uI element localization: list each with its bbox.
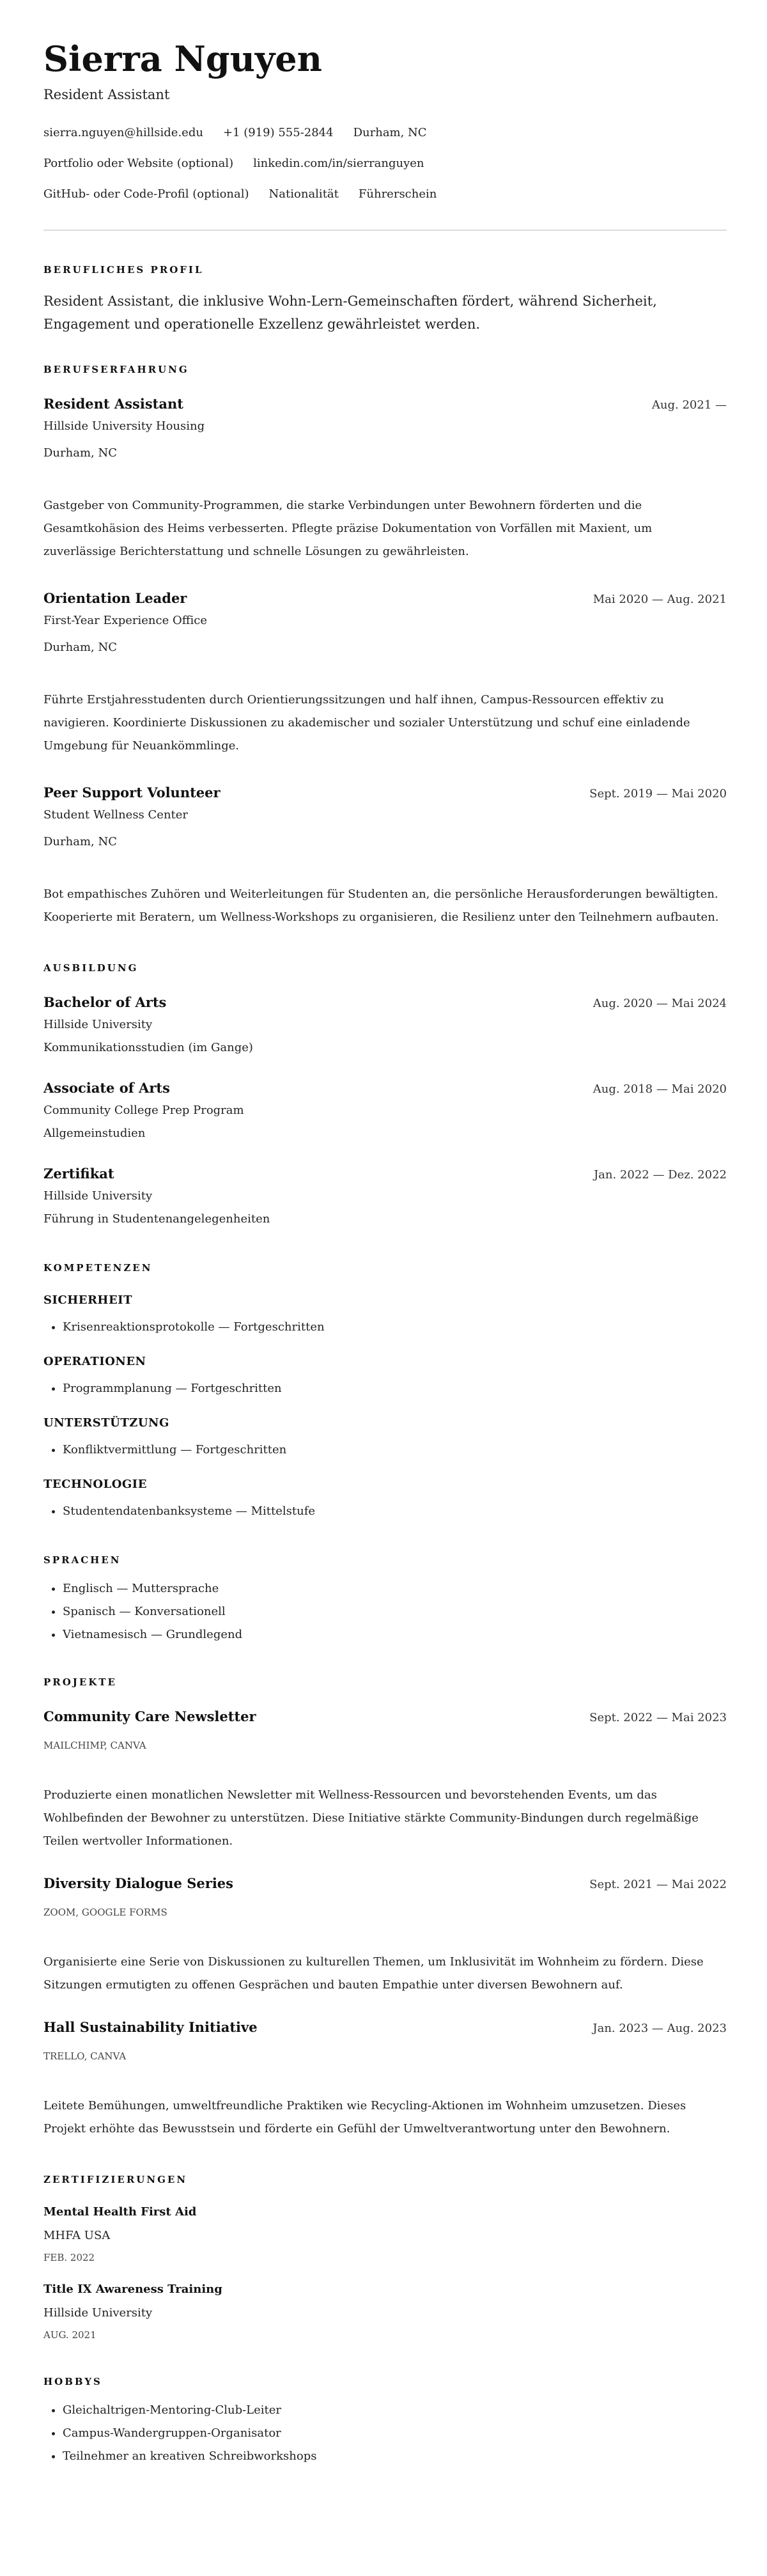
skill-category: SICHERHEIT — [43, 1293, 132, 1307]
employer: Student Wellness Center — [43, 808, 189, 822]
project-tech: ZOOM, GOOGLE FORMS — [43, 1907, 167, 1918]
skill-category: OPERATIONEN — [43, 1355, 146, 1368]
hobbies-list — [43, 2399, 727, 2468]
degree: Bachelor of Arts — [43, 994, 167, 1010]
languages-section — [43, 1554, 727, 1646]
section-heading: ZERTIFIZIERUNGEN — [43, 2174, 188, 2185]
degree: Zertifikat — [43, 1166, 114, 1182]
section-heading: BERUFSERFAHRUNG — [43, 364, 189, 375]
hobby-item: • Gleichaltrigen-Mentoring-Club-Leiter — [63, 2399, 727, 2422]
skill-category: TECHNOLOGIE — [43, 1478, 147, 1491]
education-section — [43, 962, 727, 1229]
github-link[interactable]: GitHub- oder Code-Profil (optional) — [43, 187, 249, 201]
skill-item: • Programmplanung — Fortgeschritten — [63, 1379, 727, 1398]
project-entry — [43, 1707, 727, 1853]
skill-list — [43, 1502, 727, 1521]
job-dates: Sept. 2019 — Mai 2020 — [589, 787, 727, 800]
contact-info — [43, 123, 727, 204]
entry-header — [43, 1874, 727, 1894]
job-dates: Mai 2020 — Aug. 2021 — [593, 593, 727, 606]
section-heading: BERUFLICHES PROFIL — [43, 264, 204, 276]
project-tech: MAILCHIMP, CANVA — [43, 1740, 146, 1751]
education-dates: Aug. 2018 — Mai 2020 — [593, 1082, 727, 1096]
entry-header — [43, 394, 727, 415]
candidate-name: Sierra Nguyen — [43, 38, 322, 79]
contact-row — [43, 154, 727, 173]
skill-item: • Konfliktvermittlung — Fortgeschritten — [63, 1440, 727, 1460]
project-title: Community Care Newsletter — [43, 1708, 256, 1724]
job-title: Peer Support Volunteer — [43, 785, 221, 800]
certifications-section — [43, 2173, 727, 2343]
job-description: Gastgeber von Community-Programmen, die starke Verbindungen unter Bewohnern förderten und die Gesamtkohäsion des Heims verbesserten. Pflegte präzise Dokumentation von Vorfällen mit Maxient, um zuverlässige Berichterstattung und schnelle Lösungen zu gewährleisten. — [43, 499, 653, 558]
education-dates: Jan. 2022 — Dez. 2022 — [593, 1168, 727, 1182]
project-entry — [43, 2018, 727, 2141]
skill-group — [43, 1292, 727, 1337]
skill-list — [43, 1379, 727, 1398]
certification-entry — [43, 2280, 727, 2343]
linkedin-link[interactable]: linkedin.com/in/sierranguyen — [253, 157, 424, 170]
resume-header — [43, 38, 727, 204]
job-description: Bot empathisches Zuhören und Weiterleitungen für Studenten an, die persönliche Herausforderungen bewältigten. Kooperierte mit Beratern, um Wellness-Workshops zu organisieren, die Resilienz unter den Teilnehmern aufbauten. — [43, 887, 719, 924]
employer: First-Year Experience Office — [43, 614, 208, 627]
experience-entry — [43, 394, 727, 563]
certification-title: Mental Health First Aid — [43, 2205, 197, 2219]
email-link[interactable]: sierra.nguyen@hillside.edu — [43, 126, 203, 139]
certification-date: FEB. 2022 — [43, 2252, 95, 2263]
entry-header — [43, 783, 727, 804]
school: Hillside University — [43, 1018, 153, 1031]
languages-list — [43, 1577, 727, 1646]
skill-group — [43, 1415, 727, 1460]
language-item: • Vietnamesisch — Grundlegend — [63, 1623, 727, 1646]
section-heading: PROJEKTE — [43, 1676, 117, 1688]
education-entry — [43, 1164, 727, 1229]
entry-header — [43, 1079, 727, 1099]
field-of-study: Allgemeinstudien — [43, 1127, 146, 1140]
job-location: Durham, NC — [43, 835, 117, 848]
job-location: Durham, NC — [43, 641, 117, 654]
project-entry — [43, 1874, 727, 1997]
skill-list — [43, 1318, 727, 1337]
language-item: • Englisch — Muttersprache — [63, 1577, 727, 1600]
hobby-item: • Teilnehmer an kreativen Schreibworkshops — [63, 2445, 727, 2468]
location: Durham, NC — [353, 126, 427, 139]
education-entry — [43, 993, 727, 1058]
project-tech: TRELLO, CANVA — [43, 2050, 127, 2062]
profile-section — [43, 263, 727, 336]
nationality: Nationalität — [268, 187, 339, 201]
job-dates: Aug. 2021 — — [651, 398, 727, 412]
entry-header — [43, 589, 727, 609]
entry-header — [43, 1164, 727, 1185]
project-dates: Jan. 2023 — Aug. 2023 — [593, 2022, 727, 2035]
contact-row — [43, 185, 727, 204]
field-of-study: Kommunikationsstudien (im Gange) — [43, 1041, 253, 1054]
school: Hillside University — [43, 1189, 153, 1203]
job-title: Orientation Leader — [43, 590, 187, 606]
section-heading: HOBBYS — [43, 2376, 102, 2387]
skills-section — [43, 1261, 727, 1521]
skill-group — [43, 1354, 727, 1398]
skill-item: • Krisenreaktionsprotokolle — Fortgeschritten — [63, 1318, 727, 1337]
job-title: Resident Assistant — [43, 396, 183, 412]
project-description: Produzierte einen monatlichen Newsletter mit Wellness-Ressourcen und bevorstehenden Events, um das Wohlbefinden der Bewohner zu unterstützen. Diese Initiative stärkte Community-Bindungen durch regelmäßige Teilen wertvoller Informationen. — [43, 1788, 699, 1848]
candidate-title: Resident Assistant — [43, 87, 170, 102]
job-location: Durham, NC — [43, 446, 117, 460]
section-heading: AUSBILDUNG — [43, 962, 139, 974]
portfolio-link[interactable]: Portfolio oder Website (optional) — [43, 157, 234, 170]
skill-group — [43, 1476, 727, 1521]
degree: Associate of Arts — [43, 1080, 170, 1096]
certification-title: Title IX Awareness Training — [43, 2283, 222, 2296]
language-item: • Spanisch — Konversationell — [63, 1600, 727, 1623]
project-dates: Sept. 2022 — Mai 2023 — [589, 1711, 727, 1724]
project-description: Organisierte eine Serie von Diskussionen zu kulturellen Themen, um Inklusivität im Wohnheim zu fördern. Diese Sitzungen ermutigten zu offenen Gesprächen und bauten Empathie unter diversen Bewohnern auf. — [43, 1955, 704, 1992]
certification-entry — [43, 2203, 727, 2265]
hobby-item: • Campus-Wandergruppen-Organisator — [63, 2422, 727, 2445]
projects-section — [43, 1676, 727, 2141]
experience-entry — [43, 589, 727, 758]
education-entry — [43, 1079, 727, 1143]
skill-item: • Studentendatenbanksysteme — Mittelstufe — [63, 1502, 727, 1521]
certification-issuer: Hillside University — [43, 2306, 153, 2320]
project-title: Diversity Dialogue Series — [43, 1875, 233, 1891]
field-of-study: Führung in Studentenangelegenheiten — [43, 1212, 270, 1226]
skill-category: UNTERSTÜTZUNG — [43, 1416, 169, 1430]
job-description: Führte Erstjahresstudenten durch Orientierungssitzungen und half ihnen, Campus-Ressourcen effektiv zu navigieren. Koordinierte Diskussionen zu akademischer und sozialer Unterstützung und schuf eine einladende Umgebung für Neuankömmlinge. — [43, 693, 690, 753]
header-divider — [43, 230, 727, 231]
education-dates: Aug. 2020 — Mai 2024 — [593, 997, 727, 1010]
entry-header — [43, 1707, 727, 1728]
entry-header — [43, 2018, 727, 2038]
employer: Hillside University Housing — [43, 419, 205, 433]
hobbies-section — [43, 2375, 727, 2468]
skill-list — [43, 1440, 727, 1460]
section-heading: KOMPETENZEN — [43, 1262, 153, 1274]
certification-date: AUG. 2021 — [43, 2329, 97, 2341]
project-dates: Sept. 2021 — Mai 2022 — [589, 1878, 727, 1891]
certification-issuer: MHFA USA — [43, 2229, 111, 2242]
project-title: Hall Sustainability Initiative — [43, 2019, 258, 2035]
school: Community College Prep Program — [43, 1104, 244, 1117]
drivers-license: Führerschein — [358, 187, 437, 201]
experience-section — [43, 363, 727, 929]
entry-header — [43, 993, 727, 1013]
profile-summary: Resident Assistant, die inklusive Wohn-Lern-Gemeinschaften fördert, während Sicherheit, Engagement und operationelle Exzellenz gewährleistet werden. — [43, 293, 657, 332]
section-heading: SPRACHEN — [43, 1554, 121, 1566]
contact-row — [43, 123, 727, 143]
project-description: Leitete Bemühungen, umweltfreundliche Praktiken wie Recycling-Aktionen im Wohnheim umzusetzen. Dieses Projekt erhöhte das Bewusstsein und förderte ein Gefühl der Umweltverantwortung unter den Bewohnern. — [43, 2099, 686, 2135]
experience-entry — [43, 783, 727, 929]
phone-number: +1 (919) 555-2844 — [222, 126, 334, 139]
